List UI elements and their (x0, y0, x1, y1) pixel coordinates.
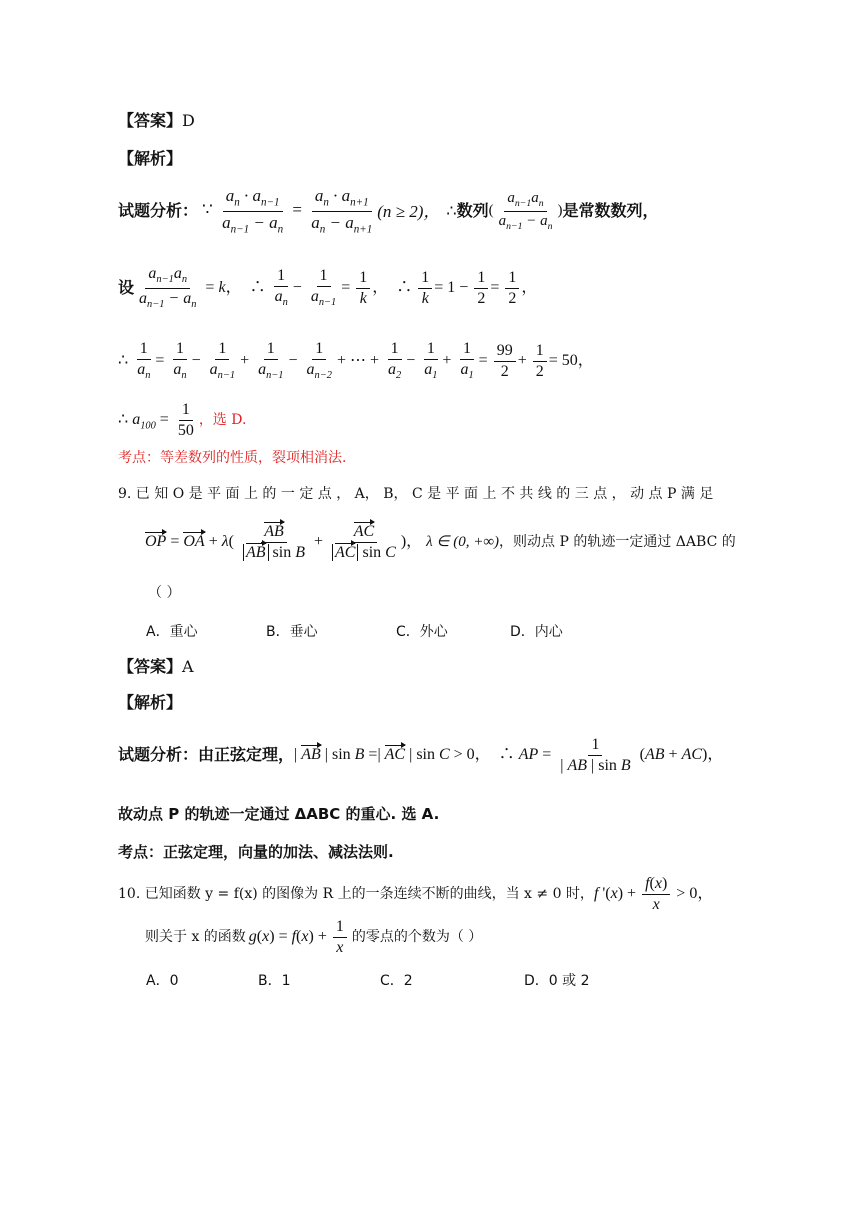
kaodian-q8: 考点：等差数列的性质，裂项相消法. (118, 450, 347, 466)
answer-line-q8 (118, 113, 195, 129)
formula-fprime: f '(x) + $\frac{f(x)}{x}$ > 0， (593, 874, 714, 913)
formula-k: $\frac{a_{n-1}a_n}{a_{n-1} - a_n}$ = k， ∴ $\frac{1}{a_n}$ − $\frac{1}{a_{n-1}}$ = $\frac{1}{k}$ ， ∴ $\frac{1}{k}$ = 1 − $\frac{1}{2}$ = $\frac{1}{2}$ ， (139, 264, 538, 310)
answer-line-q9 (118, 659, 194, 675)
q9-option-b: B．垂心 (266, 624, 318, 640)
analysis-line-2 (118, 263, 537, 313)
q10-option-b: B．1 (258, 973, 291, 989)
analysis-line-4 (118, 398, 246, 442)
q9-option-a: A．重心 (146, 624, 198, 640)
formula-ratio: ( $\frac{a_{n-1}a_n}{a_{n-1} - a_n}$ ) (488, 189, 563, 232)
q9-conclusion: 故动点 P 的轨迹一定通过 ΔABC 的重心. 选 A. (118, 805, 440, 823)
analysis-line-1: 试题分析： ∵ $\frac{a_n \cdot a_{n-1}}{a_{n-1} - a_n}$ = $\frac{a_n \cdot a_{n+1}}{a_n - a_{n+1}}$ (n ≥ 2)， ∴ 数列 ( $\frac{a_{n-1}a_n}{a_{n-1} - a_n}$ ) 是常数数列， (118, 186, 659, 235)
result: = 50， (548, 352, 594, 369)
q9-stem: 9. 已 知 O 是 平 面 上 的 一 定 点 ， A， B， C 是 平 面 上 不 共 线 的 三 点 ， 动 点 P 满 足 (118, 486, 714, 502)
q10-option-d: D．0 或 2 (524, 973, 590, 989)
lambda-range: λ ∈ (0, +∞) (426, 533, 500, 550)
condition: (n ≥ 2)， (377, 201, 441, 221)
analysis-label-q8: 【解析】 (118, 149, 183, 168)
q9-option-d: D．内心 (510, 624, 563, 640)
q9-option-c: C．外心 (396, 624, 448, 640)
q10-option-c: C．2 (380, 973, 413, 989)
formula-sine-rule: | AB | sin B =| AC | sin C > 0， ∴ AP = $\frac{1}{\text{| AB | sin B}}$ (AB + AC)， (294, 735, 724, 774)
q9-formula-line (145, 516, 736, 568)
analysis-line-3 (118, 336, 594, 386)
q9-analysis-prefix: 试题分析：由正弦定理， (118, 745, 295, 764)
formula-recurrence: ∵ $\frac{a_n \cdot a_{n-1}}{a_{n-1} - a_n}$ = $\frac{a_n \cdot a_{n+1}}{a_n - a_{n+1}}$ (202, 186, 373, 235)
q9-stem2: ，则动点 P 的轨迹一定通过 ΔABC 的 (499, 534, 736, 550)
q10-stem2-suffix: 的零点的个数为（ ） (351, 929, 483, 945)
q10-stem2-line (145, 915, 482, 959)
choice-d: ，选 D. (198, 412, 247, 428)
analysis-label-q9: 【解析】 (118, 693, 183, 712)
formula-op: OP = OA + λ( $\frac{AB}{\text{AB sin B}}$ + $\frac{AC}{\text{AC sin C}}$ )， (145, 522, 423, 561)
q10-stem-line (118, 872, 713, 916)
q9-analysis-line (118, 730, 723, 780)
formula-telescoping: ∴ $\frac{1}{a_n}$ = $\frac{1}{a_n}$ − $\frac{1}{a_{n-1}}$ + $\frac{1}{a_{n-1}}$ − $\frac{1}{a_{n-2}}$ + ⋯ + $\frac{1}{a_2}$ − $\frac{1}{a_1}$ + $\frac{1}{a_1}$ = $\frac{99}{2}$ + $\frac{1}{2}$ (118, 341, 549, 382)
analysis-prefix: 试题分析： (118, 201, 199, 220)
q10-option-a: A．0 (146, 973, 179, 989)
answer-label: 【答案】 (118, 657, 183, 676)
answer-value: A (182, 657, 194, 676)
answer-label: 【答案】 (118, 111, 183, 130)
sequence-word: 数列 (456, 201, 489, 220)
q9-paren: （ ） (148, 585, 181, 601)
q10-stem: 10. 已知函数 y = f(x) 的图像为 R 上的一条连续不断的曲线，当 x ≠ 0 时， (118, 886, 594, 902)
q10-stem2-prefix: 则关于 x 的函数 (145, 929, 246, 945)
formula-g: g(x) = f(x) + $\frac{1}{x}$ (249, 919, 349, 956)
analysis-suffix: 是常数数列， (562, 201, 659, 220)
let-word: 设 (118, 278, 135, 297)
kaodian-q9: 考点：正弦定理，向量的加法、减法法则. (118, 843, 394, 861)
answer-value: D (182, 111, 195, 130)
formula-a100: ∴ $a_{100}$ = $\frac{1}{50}$ (118, 400, 194, 439)
